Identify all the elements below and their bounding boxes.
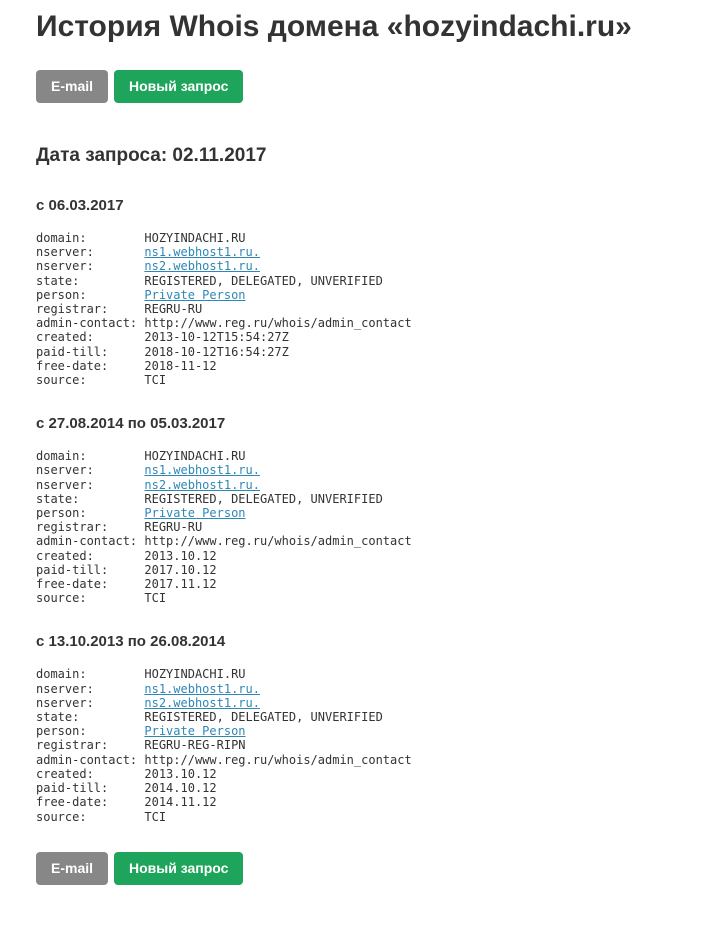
whois-field-label: created: [36, 330, 145, 345]
whois-value-link[interactable]: ns2.webhost1.ru. [144, 695, 260, 710]
whois-field-value: REGRU-RU [144, 302, 203, 317]
whois-row [36, 449, 690, 463]
whois-row [36, 316, 690, 330]
whois-field-label: nserver: [36, 695, 145, 710]
whois-field-label: admin-contact: [36, 316, 145, 331]
whois-row [36, 506, 690, 520]
whois-field-value: 2014.10.12 [144, 781, 217, 796]
whois-field-label: source: [36, 809, 145, 824]
whois-field-value: 2018-10-12T16:54:27Z [144, 344, 289, 359]
whois-field-value: REGRU-REG-RIPN [144, 738, 246, 753]
whois-field-label: admin-contact: [36, 752, 145, 767]
whois-field-label: person: [36, 506, 145, 521]
whois-field-label: paid-till: [36, 344, 145, 359]
whois-field-label: nserver: [36, 681, 145, 696]
whois-field-label: paid-till: [36, 562, 145, 577]
whois-field-label: registrar: [36, 520, 145, 535]
whois-row [36, 724, 690, 738]
whois-row [36, 696, 690, 710]
whois-field-label: created: [36, 548, 145, 563]
sections [36, 197, 690, 824]
section-period: с 13.10.2013 по 26.08.2014 [36, 633, 226, 651]
whois-field-label: nserver: [36, 477, 145, 492]
whois-field-value: 2013-10-12T15:54:27Z [144, 330, 289, 345]
whois-field-label: source: [36, 591, 145, 606]
new-request-button[interactable]: Новый запрос [114, 70, 243, 103]
whois-section [36, 197, 690, 387]
whois-field-value: REGISTERED, DELEGATED, UNVERIFIED [144, 491, 383, 506]
whois-row [36, 478, 690, 492]
email-button[interactable]: E-mail [36, 852, 108, 885]
email-button[interactable]: E-mail [36, 70, 108, 103]
whois-block [36, 231, 690, 387]
whois-field-value: 2017.11.12 [144, 577, 217, 592]
whois-field-label: person: [36, 724, 145, 739]
whois-row [36, 781, 690, 795]
whois-field-value: TCI [144, 591, 167, 606]
whois-field-label: domain: [36, 449, 145, 464]
whois-row [36, 302, 690, 316]
whois-field-label: registrar: [36, 738, 145, 753]
whois-field-label: admin-contact: [36, 534, 145, 549]
whois-row [36, 492, 690, 506]
whois-field-value: HOZYINDACHI.RU [144, 231, 246, 245]
whois-block [36, 449, 690, 605]
whois-row [36, 563, 690, 577]
whois-row [36, 274, 690, 288]
whois-value-link[interactable]: ns1.webhost1.ru. [144, 245, 260, 260]
whois-row [36, 591, 690, 605]
whois-field-label: paid-till: [36, 781, 145, 796]
whois-row [36, 738, 690, 752]
whois-row [36, 577, 690, 591]
whois-field-label: state: [36, 710, 145, 725]
section-period: с 06.03.2017 [36, 197, 124, 214]
whois-field-label: created: [36, 766, 145, 781]
whois-block [36, 667, 690, 823]
section-period: с 27.08.2014 по 05.03.2017 [36, 415, 226, 433]
whois-row [36, 710, 690, 724]
bottom-button-row [36, 852, 690, 885]
whois-field-label: free-date: [36, 795, 145, 810]
new-request-button[interactable]: Новый запрос [114, 852, 243, 885]
whois-row [36, 373, 690, 387]
whois-field-value: REGRU-RU [144, 520, 203, 535]
whois-field-value: http://www.reg.ru/whois/admin_contact [144, 752, 412, 767]
whois-section [36, 415, 690, 605]
whois-field-label: state: [36, 273, 145, 288]
page-title: История Whois домена «hozyindachi.ru» [36, 10, 632, 43]
whois-field-value: 2013.10.12 [144, 548, 217, 563]
whois-field-label: source: [36, 373, 145, 388]
whois-value-link[interactable]: ns2.webhost1.ru. [144, 259, 260, 274]
whois-field-label: free-date: [36, 358, 145, 373]
whois-field-value: 2018-11-12 [144, 358, 217, 373]
whois-row [36, 753, 690, 767]
whois-value-link[interactable]: Private Person [144, 287, 246, 302]
whois-field-value: REGISTERED, DELEGATED, UNVERIFIED [144, 273, 383, 288]
whois-field-label: domain: [36, 231, 145, 245]
whois-field-value: 2014.11.12 [144, 795, 217, 810]
whois-field-value: 2013.10.12 [144, 766, 217, 781]
whois-field-label: registrar: [36, 302, 145, 317]
whois-value-link[interactable]: Private Person [144, 506, 246, 521]
whois-row [36, 520, 690, 534]
whois-row [36, 359, 690, 373]
whois-row [36, 345, 690, 359]
whois-field-label: nserver: [36, 245, 145, 260]
whois-row [36, 330, 690, 344]
whois-value-link[interactable]: Private Person [144, 724, 246, 739]
whois-row [36, 682, 690, 696]
whois-field-value: REGISTERED, DELEGATED, UNVERIFIED [144, 710, 383, 725]
whois-row [36, 534, 690, 548]
whois-row [36, 259, 690, 273]
whois-field-value: http://www.reg.ru/whois/admin_contact [144, 534, 412, 549]
whois-field-value: 2017.10.12 [144, 562, 217, 577]
whois-value-link[interactable]: ns2.webhost1.ru. [144, 477, 260, 492]
query-date-heading: Дата запроса: 02.11.2017 [36, 145, 267, 166]
whois-field-value: HOZYINDACHI.RU [144, 449, 246, 464]
top-button-row [36, 70, 690, 103]
whois-row [36, 767, 690, 781]
whois-field-label: nserver: [36, 259, 145, 274]
whois-field-value: TCI [144, 373, 167, 388]
whois-field-label: domain: [36, 667, 145, 682]
whois-field-label: person: [36, 287, 145, 302]
whois-field-label: nserver: [36, 463, 145, 478]
whois-section [36, 633, 690, 823]
whois-field-value: HOZYINDACHI.RU [144, 667, 246, 682]
whois-field-value: TCI [144, 809, 167, 824]
whois-row [36, 463, 690, 477]
whois-value-link[interactable]: ns1.webhost1.ru. [144, 681, 260, 696]
whois-row [36, 810, 690, 824]
whois-row [36, 667, 690, 681]
whois-row [36, 245, 690, 259]
whois-row [36, 288, 690, 302]
whois-value-link[interactable]: ns1.webhost1.ru. [144, 463, 260, 478]
whois-field-value: http://www.reg.ru/whois/admin_contact [144, 316, 412, 331]
whois-row [36, 231, 690, 245]
whois-field-label: state: [36, 491, 145, 506]
whois-row [36, 549, 690, 563]
whois-row [36, 795, 690, 809]
whois-field-label: free-date: [36, 577, 145, 592]
